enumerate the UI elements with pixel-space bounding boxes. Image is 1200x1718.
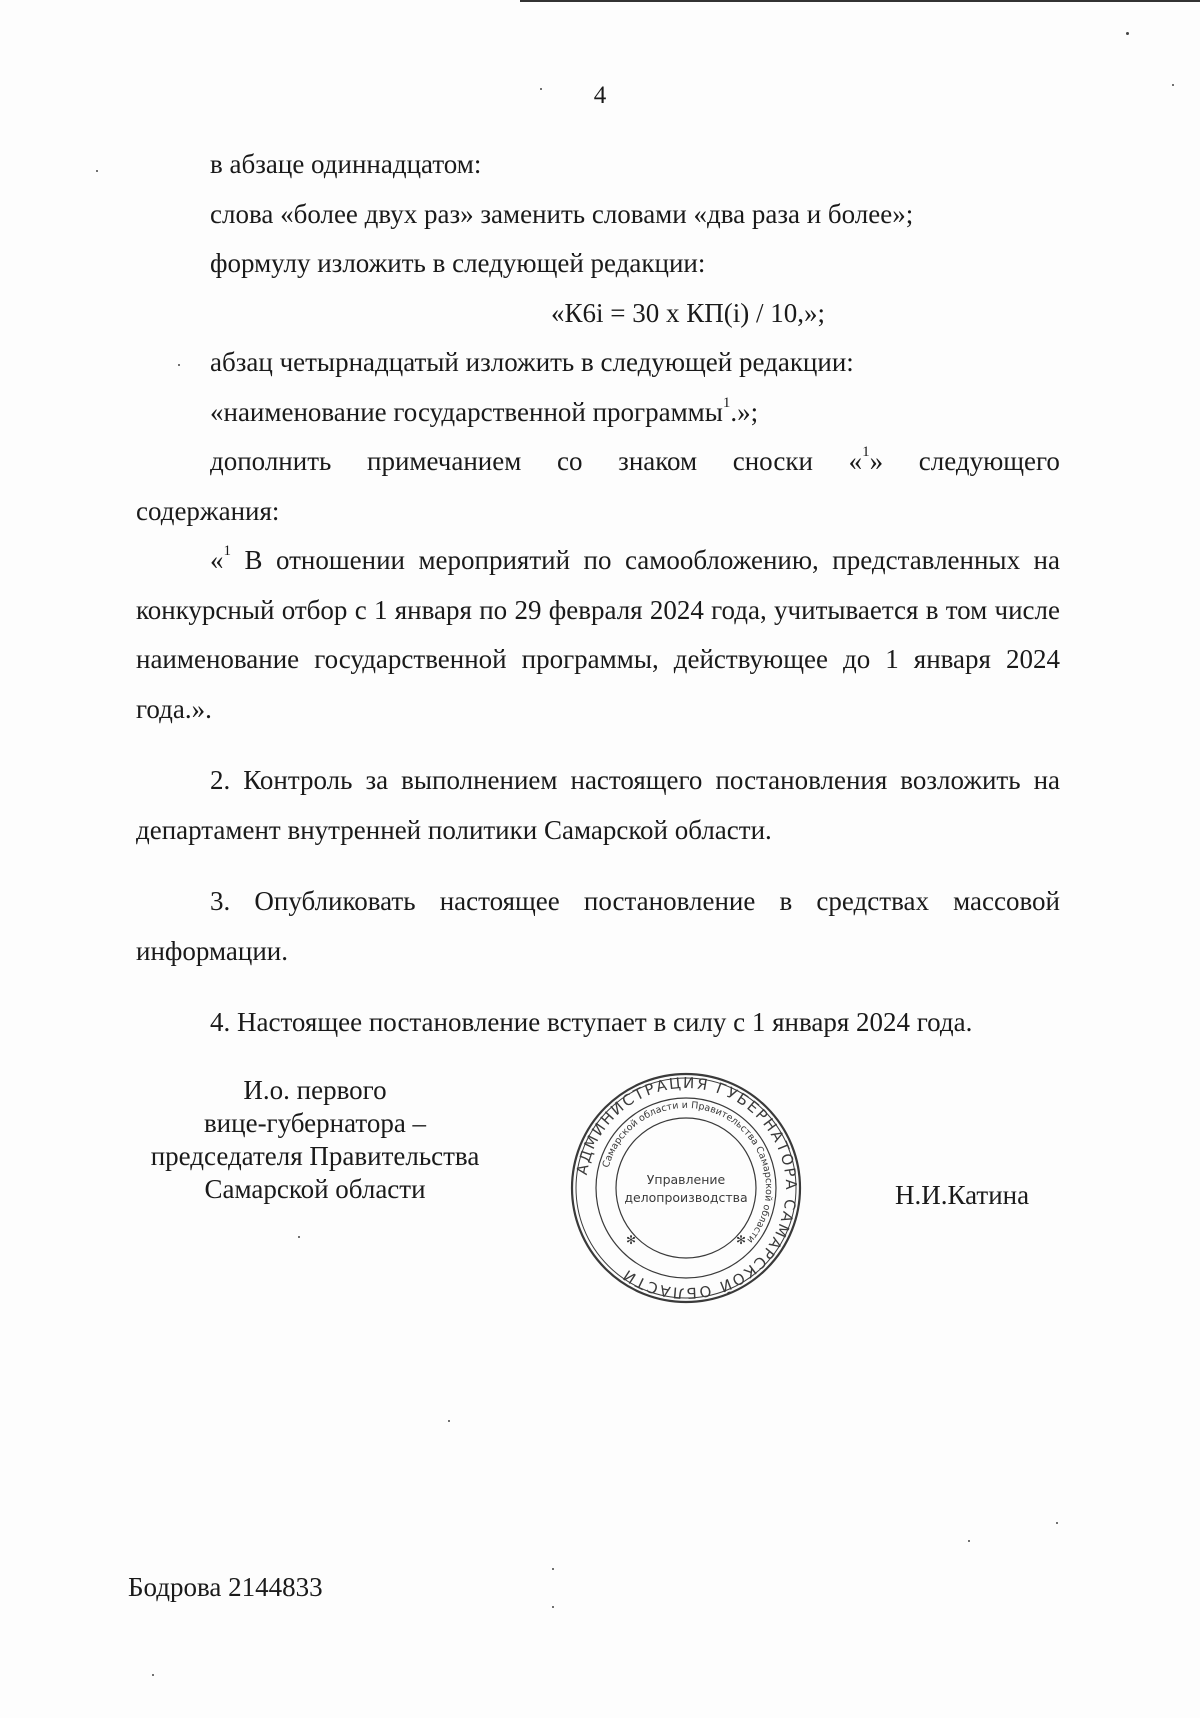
quote-open: « — [210, 545, 224, 575]
paragraph-5 — [136, 388, 1060, 438]
item-3: 3. Опубликовать настоящее постановление в средствах массовой информации. — [136, 886, 1060, 966]
item-4: 4. Настоящее постановление вступает в силу с 1 января 2024 года. — [210, 1007, 973, 1037]
footnote-body: В отношении мероприятий по самообложению, представленных на конкурсный отбор с 1 января по 29 февраля 2024 года, учитывается в том числе наименование государственной программы, действующее до 1 января 2024 года.». — [136, 545, 1060, 724]
word: дополнить — [210, 446, 332, 476]
paragraph-4: абзац четырнадцатый изложить в следующей редакции: — [210, 347, 854, 377]
official-seal — [566, 1068, 806, 1308]
signer-line: И.о. первого — [243, 1075, 387, 1105]
scan-speck — [96, 170, 98, 172]
paragraph-5-tail: .»; — [730, 396, 759, 427]
scan-speck — [1056, 1522, 1058, 1524]
seal-star-icon: ✻ — [736, 1233, 747, 1247]
signer-line: Самарской области — [204, 1174, 426, 1204]
scan-speck — [298, 1236, 300, 1238]
paragraph-6 — [136, 437, 1060, 487]
scan-speck — [552, 1568, 554, 1570]
seal-graphic — [566, 1068, 806, 1308]
paragraph-1: в абзаце одиннадцатом: — [210, 149, 482, 179]
seal-center-line-1: Управление — [646, 1172, 726, 1187]
scan-speck — [152, 1674, 154, 1676]
footnote-mark: 1 — [722, 394, 731, 411]
seal-center-line-2: делопроизводства — [624, 1190, 748, 1205]
signer-name: Н.И.Катина — [895, 1180, 1030, 1210]
scan-speck — [448, 1420, 450, 1422]
signer-position — [130, 1074, 500, 1206]
page-number: 4 — [593, 82, 607, 109]
top-rule — [520, 0, 1200, 2]
scan-speck — [540, 88, 542, 90]
signer-line: председателя Правительства — [150, 1141, 480, 1171]
scan-speck — [1126, 32, 1129, 35]
footnote-mark: 1 — [223, 543, 231, 559]
word: примечанием — [367, 446, 522, 476]
paragraph-3: формулу изложить в следующей редакции: — [210, 248, 706, 278]
paragraph-5-text: «наименование государственной программы — [210, 396, 723, 427]
word: со — [557, 446, 583, 476]
footnote-mark: 1 — [862, 444, 870, 460]
footnote-sign — [849, 437, 884, 487]
executor-contact: Бодрова 2144833 — [128, 1572, 323, 1602]
signer-line: вице-губернатора – — [203, 1108, 427, 1138]
document-body — [136, 140, 1060, 1048]
scan-speck — [178, 364, 180, 366]
seal-inner-text: Самарской области и Правительства Самарской области — [600, 1099, 775, 1246]
seal-star-icon: ✻ — [626, 1233, 637, 1247]
quote-close: » — [869, 446, 884, 476]
word: сноски — [732, 446, 813, 476]
item-2: 2. Контроль за выполнением настоящего постановления возложить на департамент внутренней политики Самарской области. — [136, 765, 1060, 845]
word: знаком — [618, 446, 698, 476]
paragraph-6-continuation: содержания: — [136, 495, 280, 526]
quote-open: « — [848, 446, 863, 476]
scan-speck — [1172, 84, 1174, 86]
formula: «К6i = 30 х КП(i) / 10,»; — [551, 297, 825, 328]
footnote-text — [136, 536, 1060, 734]
word: следующего — [918, 446, 1060, 476]
paragraph-2: слова «более двух раз» заменить словами «два раза и более»; — [210, 198, 914, 229]
scan-speck — [552, 1606, 554, 1608]
scan-speck — [968, 1540, 970, 1542]
seal-outer-text: АДМИНИСТРАЦИЯ ГУБЕРНАТОРА САМАРСКОЙ ОБЛАСТИ — [572, 1073, 801, 1303]
